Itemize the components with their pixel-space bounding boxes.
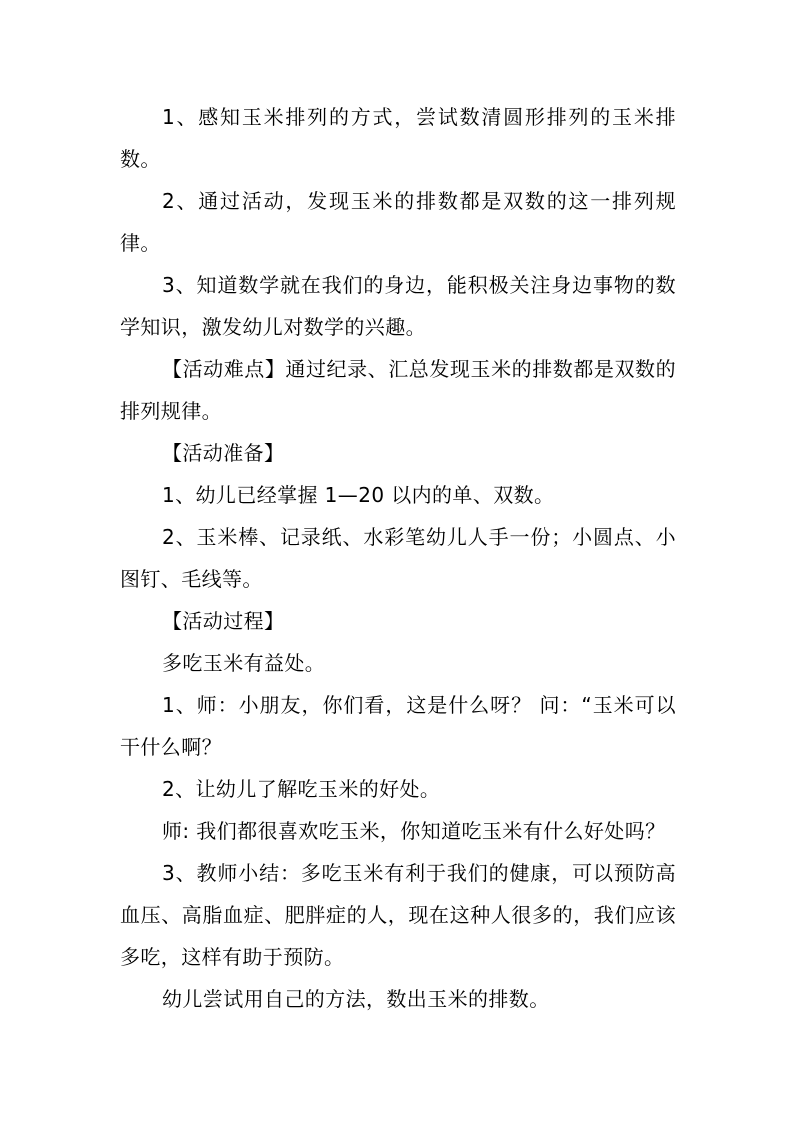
process-step-2: 2、让幼儿了解吃玉米的好处。 [162,777,441,801]
activity-process-heading: 【活动过程】 [162,609,285,633]
counting-paragraph: 幼儿尝试用自己的方法，数出玉米的排数。 [162,987,550,1011]
preparation-item-1: 1、幼儿已经掌握 1—20 以内的单、双数。 [162,483,555,507]
process-step-3: 3、教师小结：多吃玉米有利于我们的健康，可以预防高血压、高脂血症、肥胖症的人，现在这种人很多的，我们应该多吃，这样有助于预防。 [120,861,676,969]
goal-paragraph-2: 2、通过活动，发现玉米的排数都是双数的这一排列规律。 [120,189,676,255]
process-step-1: 1、师：小朋友，你们看，这是什么呀？ 问：“玉米可以干什么啊？ [120,693,676,759]
activity-difficulty-paragraph: 【活动难点】通过纪录、汇总发现玉米的排数都是双数的排列规律。 [120,357,676,423]
goal-paragraph-1: 1、感知玉米排列的方式，尝试数清圆形排列的玉米排数。 [120,105,676,171]
preparation-item-2: 2、玉米棒、记录纸、水彩笔幼儿人手一份；小圆点、小图钉、毛线等。 [120,525,676,591]
goal-paragraph-3: 3、知道数学就在我们的身边，能积极关注身边事物的数学知识，激发幼儿对数学的兴趣。 [120,273,676,339]
activity-preparation-heading: 【活动准备】 [162,441,285,465]
document-body [120,96,676,1020]
teacher-question: 师: 我们都很喜欢吃玉米，你知道吃玉米有什么好处吗？ [162,819,666,843]
process-intro: 多吃玉米有益处。 [162,651,326,675]
